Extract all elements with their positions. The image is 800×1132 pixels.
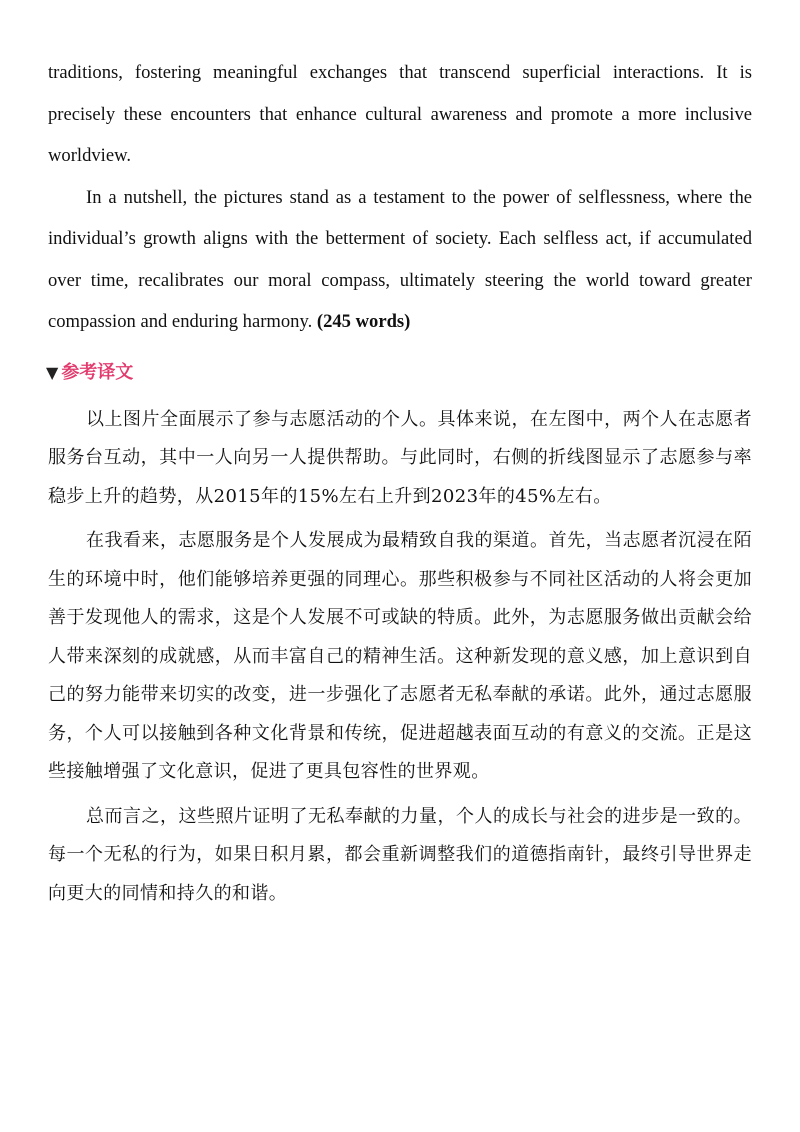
english-paragraph-2 [48, 177, 752, 343]
translation-heading [48, 353, 752, 393]
translation-paragraph-2: 在我看来，志愿服务是个人发展成为最精致自我的渠道。首先，当志愿者沉浸在陌生的环境中时，他们能够培养更强的同理心。那些积极参与不同社区活动的人将会更加善于发现他人的需求，这是个人发展不可或缺的特质。此外，为志愿服务做出贡献会给人带来深刻的成就感，从而丰富自己的精神生活。这种新发现的意义感，加上意识到自己的努力能带来切实的改变，进一步强化了志愿者无私奉献的承诺。此外，通过志愿服务，个人可以接触到各种文化背景和传统，促进超越表面互动的有意义的交流。正是这些接触增强了文化意识，促进了更具包容性的世界观。 [48, 530, 752, 782]
translation-heading-label: 参考译文 [61, 361, 134, 383]
translation-paragraph-1: 以上图片全面展示了参与志愿活动的个人。具体来说，在左图中，两个人在志愿者服务台互动，其中一人向另一人提供帮助。与此同时，右侧的折线图显示了志愿参与率稳步上升的趋势，从2015年的15%左右上升到2023年的45%左右。 [48, 408, 752, 507]
triangle-marker-icon: ▼ [46, 362, 59, 382]
english-paragraph-1: traditions, fostering meaningful exchanges that transcend superficial interactions. It is precisely these encounters that enhance cultural awareness and promote a more inclusive worldview. [48, 62, 752, 166]
english-paragraph-2-text: In a nutshell, the pictures stand as a testament to the power of selflessness, where the individual’s growth aligns with the betterment of society. Each selfless act, if accumulated over time, recalibrates our moral compass, ultimately steering the world toward greater compassion and enduring harmony. [48, 186, 752, 332]
word-count: (245 words) [316, 311, 411, 332]
translation-paragraph-3: 总而言之，这些照片证明了无私奉献的力量，个人的成长与社会的进步是一致的。每一个无私的行为，如果日积月累，都会重新调整我们的道德指南针，最终引导世界走向更大的同情和持久的和谐。 [48, 805, 752, 904]
document-content [48, 52, 752, 919]
